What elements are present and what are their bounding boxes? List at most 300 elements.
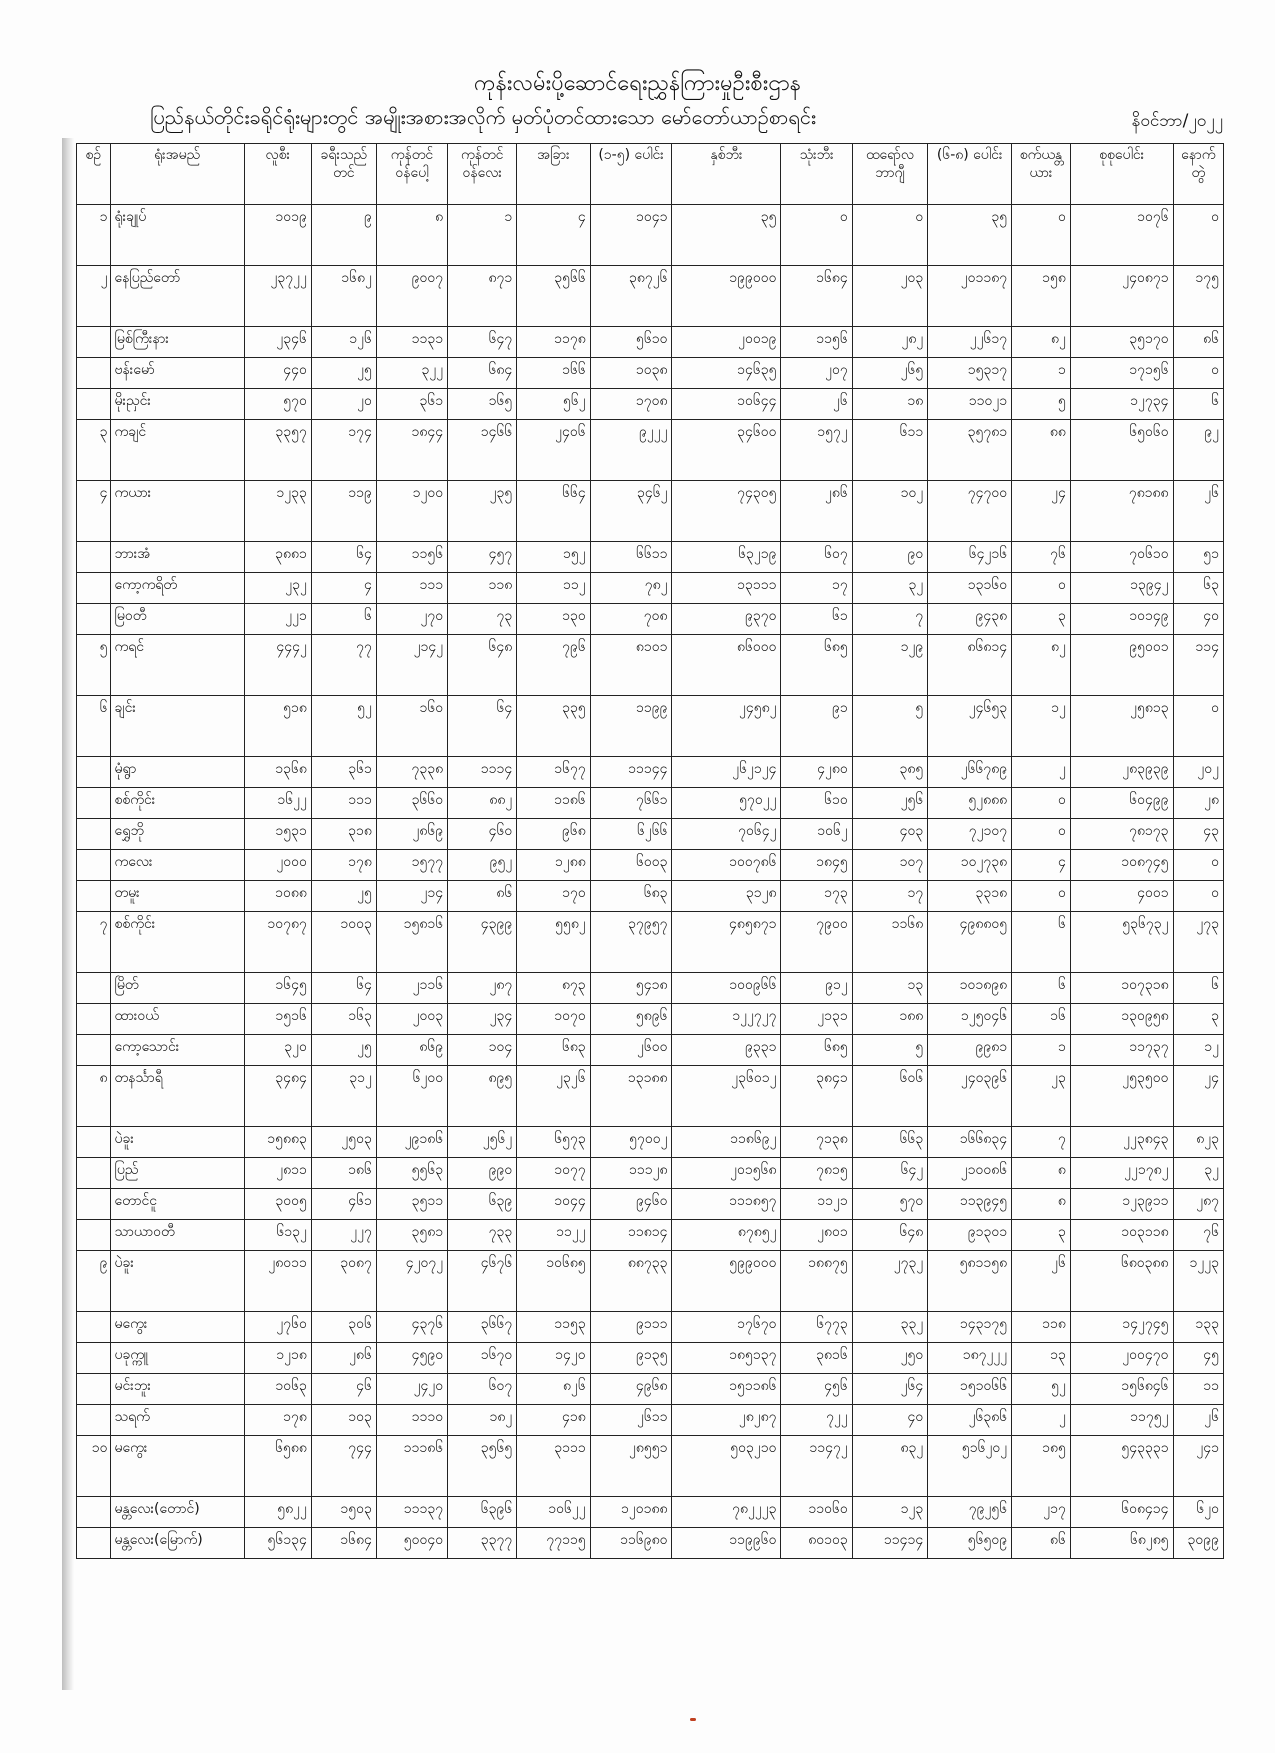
table-row <box>77 1035 1224 1066</box>
row-number-cell <box>77 1405 111 1436</box>
table-cell: ၇၈၁၅ <box>781 1158 852 1189</box>
table-cell: ၁၆ <box>1012 1004 1071 1035</box>
table-row <box>77 358 1224 389</box>
table-cell: ၁၂ <box>1012 696 1071 757</box>
table-cell: ၃၄၈၄ <box>244 1066 311 1127</box>
table-cell: ၁၈၈၇၅ <box>781 1251 852 1312</box>
table-cell: ၇၃၃၈ <box>376 757 447 788</box>
table-cell: ၀ <box>1012 788 1071 819</box>
table-cell: ၁၁၁၈၆ <box>376 1436 447 1497</box>
table-cell: ၃၁၈ <box>311 819 376 850</box>
table-row <box>77 1158 1224 1189</box>
table-cell: ၁၀၂၇၃၈ <box>928 850 1012 881</box>
table-cell: ၅၉၉၀၀၀ <box>672 1251 781 1312</box>
table-cell: ၉၅၀၀၁ <box>1070 635 1173 696</box>
table-cell: ၂၇၃၂ <box>852 1251 927 1312</box>
table-cell: ၉ <box>311 205 376 266</box>
table-cell: ၁၁၄၇၂ <box>781 1436 852 1497</box>
table-cell: ၂၂၃၈၄၃ <box>1070 1127 1173 1158</box>
table-cell: ၁၀၇၆ <box>1070 205 1173 266</box>
table-cell: ၁၅၁၁၈၆ <box>672 1374 781 1405</box>
table-cell: ၁၀၈၈ <box>244 881 311 912</box>
table-row <box>77 757 1224 788</box>
table-cell: ၃၅၆၆ <box>517 266 590 327</box>
table-cell: ၂၅၀ <box>852 1343 927 1374</box>
office-name-cell: ကယား <box>110 481 244 542</box>
table-cell: ၉၅၂ <box>448 850 517 881</box>
table-cell: ၁၁၂၂ <box>517 1220 590 1251</box>
table-cell: ၇၉၀၀ <box>781 912 852 973</box>
table-row <box>77 1436 1224 1497</box>
table-cell: ၁၄၆၃၅ <box>672 358 781 389</box>
table-cell: ၉၆၈ <box>517 819 590 850</box>
table-cell: ၁၃၁၆၀ <box>928 573 1012 604</box>
row-number-cell <box>77 604 111 635</box>
column-header: နှစ်ဘီး <box>672 144 781 205</box>
office-name-cell: ပဲခူး <box>110 1251 244 1312</box>
row-number-cell: ၉ <box>77 1251 111 1312</box>
table-cell: ၂၅၀၃ <box>311 1127 376 1158</box>
table-cell: ၆၁၀ <box>781 788 852 819</box>
table-cell: ၆၀၀၃ <box>590 850 672 881</box>
table-cell: ၁၀၇ <box>852 850 927 881</box>
table-cell: ၂၃၂၆ <box>517 1066 590 1127</box>
office-name-cell: ပခုက္ကူ <box>110 1343 244 1374</box>
table-cell: ၈ <box>376 205 447 266</box>
table-cell: ၁၇ <box>852 881 927 912</box>
table-row <box>77 481 1224 542</box>
table-cell: ၅၆၂ <box>517 389 590 420</box>
table-cell: ၁၁၃၁ <box>376 327 447 358</box>
table-cell: ၉၂ <box>1173 420 1223 481</box>
row-number-cell: ၂ <box>77 266 111 327</box>
table-cell: ၂၈၂ <box>852 327 927 358</box>
table-cell: ၂၄၆၅၃ <box>928 696 1012 757</box>
table-cell: ၂၀၀၀ <box>244 850 311 881</box>
table-cell: ၁၀၁၉ <box>244 205 311 266</box>
table-cell: ၁၁၈ <box>1012 1312 1071 1343</box>
table-cell: ၃၂ <box>852 573 927 604</box>
table-cell: ၁၂၈၈ <box>517 850 590 881</box>
table-cell: ၁၈၄၅ <box>781 850 852 881</box>
column-header: (၁-၅) ပေါင်း <box>590 144 672 205</box>
table-cell: ၈၆၉ <box>376 1035 447 1066</box>
table-cell: ၂၄ <box>1012 481 1071 542</box>
table-cell: ၁၈၆ <box>311 1158 376 1189</box>
table-cell: ၅၅၈၂ <box>517 912 590 973</box>
table-cell: ၂၅ <box>311 881 376 912</box>
table-cell: ၁၁၈၆ <box>517 788 590 819</box>
table-cell: ၁၆၇၇ <box>517 757 590 788</box>
row-number-cell <box>77 1004 111 1035</box>
table-cell: ၃၅၆၅ <box>448 1436 517 1497</box>
office-name-cell: တနင်္သာရီ <box>110 1066 244 1127</box>
table-cell: ၃ <box>1012 1220 1071 1251</box>
table-cell: ၃၂ <box>1173 1158 1223 1189</box>
table-cell: ၂၅ <box>311 1035 376 1066</box>
table-cell: ၂၃၂ <box>244 573 311 604</box>
table-cell: ၅၂ <box>311 696 376 757</box>
row-number-cell: ၁ <box>77 205 111 266</box>
table-cell: ၂၀၁၁၈၇ <box>928 266 1012 327</box>
table-cell: ၈၈၇၃၃ <box>590 1251 672 1312</box>
table-cell: ၆၁၃၂ <box>244 1220 311 1251</box>
table-cell: ၃၅၇၈၁ <box>928 420 1012 481</box>
table-row <box>77 389 1224 420</box>
table-cell: ၁၂၇၃၄ <box>1070 389 1173 420</box>
table-row <box>77 1220 1224 1251</box>
row-number-cell: ၇ <box>77 912 111 973</box>
table-row <box>77 604 1224 635</box>
table-cell: ၀ <box>1173 881 1223 912</box>
table-cell: ၁၁၁၀ <box>376 1405 447 1436</box>
table-cell: ၂၆၃၈၆ <box>928 1405 1012 1436</box>
table-cell: ၉၀၀၇ <box>376 266 447 327</box>
table-cell: ၂၅၆ <box>852 788 927 819</box>
table-cell: ၂၃ <box>1012 1066 1071 1127</box>
table-cell: ၃၄၆၂ <box>590 481 672 542</box>
table-cell: ၁၆၅ <box>448 389 517 420</box>
office-name-cell: ပြည် <box>110 1158 244 1189</box>
table-cell: ၇၈၁၈၈ <box>1070 481 1173 542</box>
table-cell: ၂၀၀၃ <box>376 1004 447 1035</box>
table-cell: ၁၁၁၄ <box>448 757 517 788</box>
table-cell: ၆၂၆၆ <box>590 819 672 850</box>
table-cell: ၁၇၈ <box>311 850 376 881</box>
table-cell: ၄ <box>517 205 590 266</box>
office-name-cell: မန္တလေး(မြောက်) <box>110 1528 244 1559</box>
row-number-cell: ၈ <box>77 1066 111 1127</box>
office-name-cell: ကော့ကရိတ် <box>110 573 244 604</box>
table-cell: ၂၆၆၇၈၉ <box>928 757 1012 788</box>
table-row <box>77 1405 1224 1436</box>
table-cell: ၆၀၇ <box>781 542 852 573</box>
column-header: စဉ် <box>77 144 111 205</box>
table-cell: ၄၃ <box>1173 819 1223 850</box>
table-cell: ၆၄ <box>311 542 376 573</box>
table-cell: ၁၀၄ <box>448 1035 517 1066</box>
column-header: (၆-၈) ပေါင်း <box>928 144 1012 205</box>
table-cell: ၅၈၉၆ <box>590 1004 672 1035</box>
table-cell: ၁၁၇၈ <box>517 327 590 358</box>
table-cell: ၁၈၂ <box>448 1405 517 1436</box>
table-cell: ၁၀၀၇၈၆ <box>672 850 781 881</box>
table-cell: ၂၈၅၅၁ <box>590 1436 672 1497</box>
table-cell: ၁၁၁၂၈ <box>590 1158 672 1189</box>
table-cell: ၂၈၀၁၁ <box>244 1251 311 1312</box>
table-cell: ၆ <box>311 604 376 635</box>
table-cell: ၁၆၀ <box>376 696 447 757</box>
table-cell: ၇၆၆၁ <box>590 788 672 819</box>
table-cell: ၅၆၁၀ <box>590 327 672 358</box>
table-cell: ၂၂၆၁၇ <box>928 327 1012 358</box>
table-cell: ၅၃၆၇၃၂ <box>1070 912 1173 973</box>
table-cell: ၈၈၂ <box>448 788 517 819</box>
table-cell: ၁၁၅၃ <box>517 1312 590 1343</box>
table-cell: ၀ <box>1173 696 1223 757</box>
table-cell: ၈၉၅ <box>448 1066 517 1127</box>
table-cell: ၁၅၁၆ <box>244 1004 311 1035</box>
table-cell: ၁၄၂၇၄၅ <box>1070 1312 1173 1343</box>
table-cell: ၂၆၂၁၂၄ <box>672 757 781 788</box>
table-cell: ၈၂၆ <box>517 1374 590 1405</box>
office-name-cell: မကွေး <box>110 1312 244 1343</box>
table-cell: ၈၃၂ <box>852 1436 927 1497</box>
table-cell: ၃၁၂၈ <box>672 881 781 912</box>
table-cell: ၄ <box>1012 850 1071 881</box>
table-cell: ၁၁၅၆ <box>376 542 447 573</box>
table-cell: ၉၁၁၁ <box>590 1312 672 1343</box>
table-cell: ၂၃၄၆ <box>244 327 311 358</box>
table-cell: ၇၈၂၂၂၃ <box>672 1497 781 1528</box>
table-cell: ၃၈၅ <box>852 757 927 788</box>
table-cell: ၁၃၁၁၁ <box>672 573 781 604</box>
table-cell: ၈၆ <box>1173 327 1223 358</box>
office-name-cell: ဘားအံ <box>110 542 244 573</box>
table-cell: ၆၄ <box>311 973 376 1004</box>
table-cell: ၉၀ <box>852 542 927 573</box>
office-name-cell: ရုံးချုပ် <box>110 205 244 266</box>
table-cell: ၅၀၀၄၀ <box>376 1528 447 1559</box>
office-name-cell: မြိတ် <box>110 973 244 1004</box>
table-row <box>77 912 1224 973</box>
table-cell: ၀ <box>781 205 852 266</box>
table-cell: ၂၄၀၈၇၁ <box>1070 266 1173 327</box>
table-cell: ၁၇၈ <box>244 1405 311 1436</box>
table-cell: ၆၀၇ <box>448 1374 517 1405</box>
table-cell: ၂၆ <box>781 389 852 420</box>
table-cell: ၈၆ <box>448 881 517 912</box>
table-body <box>77 205 1224 1559</box>
table-row <box>77 1343 1224 1374</box>
table-cell: ၁၅၁၀၆၆ <box>928 1374 1012 1405</box>
table-cell: ၈ <box>1012 1189 1071 1220</box>
row-number-cell <box>77 973 111 1004</box>
table-cell: ၃၅ <box>928 205 1012 266</box>
table-cell: ၈၆၈၁၄ <box>928 635 1012 696</box>
table-cell: ၈၇၁ <box>448 266 517 327</box>
table-cell: ၁၀၆၄၄ <box>672 389 781 420</box>
table-cell: ၁၃ <box>1012 1343 1071 1374</box>
table-cell: ၆၅၇၃ <box>517 1127 590 1158</box>
table-row <box>77 973 1224 1004</box>
table-cell: ၇၀၈ <box>590 604 672 635</box>
table-cell: ၆ <box>1173 973 1223 1004</box>
table-cell: ၁၅၆၈၄၆ <box>1070 1374 1173 1405</box>
row-number-cell <box>77 757 111 788</box>
table-cell: ၂၄၅၈၂ <box>672 696 781 757</box>
table-cell: ၆၀၄၉၉ <box>1070 788 1173 819</box>
office-name-cell: ကချင် <box>110 420 244 481</box>
office-name-cell: မိုးညှင်း <box>110 389 244 420</box>
row-number-cell <box>77 1343 111 1374</box>
table-cell: ၉၉၈၁ <box>928 1035 1012 1066</box>
table-cell: ၁၆၈၄ <box>781 266 852 327</box>
office-name-cell: တမူး <box>110 881 244 912</box>
table-cell: ၆ <box>1173 389 1223 420</box>
document-reference: နိဝင်ဘာ/၂၀၂၂ <box>1131 111 1223 131</box>
table-cell: ၇၆ <box>1012 542 1071 573</box>
table-cell: ၂၂၇ <box>311 1220 376 1251</box>
table-cell: ၁၃၃ <box>1173 1312 1223 1343</box>
table-cell: ၁၆၈၄ <box>311 1528 376 1559</box>
document-subtitle: ပြည်နယ်တိုင်းခရိုင်ရုံးများတွင် အမျိုးအစားအလိုက် မှတ်ပုံတင်ထားသော မော်တော်ယာဉ်စာရင်း <box>150 105 816 129</box>
table-cell: ၄ <box>311 573 376 604</box>
table-cell: ၃၈၄၁ <box>781 1066 852 1127</box>
table-cell: ၁၀၄၁ <box>590 205 672 266</box>
table-cell: ၄၅၉၀ <box>376 1343 447 1374</box>
table-cell: ၅၄၃၃၃၁ <box>1070 1436 1173 1497</box>
table-cell: ၁၈ <box>852 389 927 420</box>
table-cell: ၂၃၇၂၂ <box>244 266 311 327</box>
table-cell: ၁၃၀၉၅၈ <box>1070 1004 1173 1035</box>
table-cell: ၂၀၁၅၆၈ <box>672 1158 781 1189</box>
table-cell: ၃၁၁၁ <box>517 1436 590 1497</box>
table-cell: ၈၂ <box>1012 327 1071 358</box>
table-cell: ၉၄၃၈ <box>928 604 1012 635</box>
column-header: စက်ယန္တယား <box>1012 144 1071 205</box>
office-name-cell: ရွှေဘို <box>110 819 244 850</box>
table-cell: ၇၄၇၀၀ <box>928 481 1012 542</box>
table-cell: ၁၅၃၁၇ <box>928 358 1012 389</box>
document-title: ကုန်းလမ်းပို့ဆောင်ရေးညွှန်ကြားမှုဦးစီးဌာန <box>473 71 802 96</box>
table-cell: ၂၈၂၈၇ <box>672 1405 781 1436</box>
table-cell: ၇ <box>852 604 927 635</box>
table-cell: ၂၆၅ <box>852 358 927 389</box>
table-cell: ၁၃၆၈ <box>244 757 311 788</box>
table-cell: ၃၃၂ <box>852 1312 927 1343</box>
table-row <box>77 1528 1224 1559</box>
table-cell: ၆၄၈ <box>448 635 517 696</box>
table-cell: ၁၁၁၄၄ <box>590 757 672 788</box>
table-cell: ၇၃၃ <box>448 1220 517 1251</box>
column-header: ထရော်လ ဘာဂျီ <box>852 144 927 205</box>
table-cell: ၆၂၀ <box>1173 1497 1223 1528</box>
table-cell: ၁၁၀၆၀ <box>781 1497 852 1528</box>
table-cell: ၅၇၀ <box>244 389 311 420</box>
table-cell: ၂၀၃ <box>852 266 927 327</box>
table-cell: ၁၁၇၅၂ <box>1070 1405 1173 1436</box>
office-name-cell: နေပြည်တော် <box>110 266 244 327</box>
row-number-cell <box>77 819 111 850</box>
table-row <box>77 696 1224 757</box>
row-number-cell <box>77 850 111 881</box>
row-number-cell: ၆ <box>77 696 111 757</box>
table-cell: ၅၁၆၂၀၂ <box>928 1436 1012 1497</box>
table-cell: ၄၈၅၈၇၁ <box>672 912 781 973</box>
table-cell: ၂၄၀၃၉၆ <box>928 1066 1012 1127</box>
table-cell: ၁၁၇၃၇ <box>1070 1035 1173 1066</box>
table-cell: ၁၀၁၈၉၈ <box>928 973 1012 1004</box>
table-cell: ၅၂၈၈၈ <box>928 788 1012 819</box>
table-cell: ၃၆၆၇ <box>448 1312 517 1343</box>
table-cell: ၃၅၁၇၀ <box>1070 327 1173 358</box>
table-cell: ၁၅၇၇ <box>376 850 447 881</box>
table-cell: ၁၅၈၈၃ <box>244 1127 311 1158</box>
table-cell: ၁၀၇၇ <box>517 1158 590 1189</box>
table-cell: ၁၈၈ <box>852 1004 927 1035</box>
row-number-cell <box>77 1127 111 1158</box>
table-cell: ၂၈၁၁ <box>244 1158 311 1189</box>
table-cell: ၁၀၃ <box>311 1405 376 1436</box>
table-cell: ၂၀၂ <box>1173 757 1223 788</box>
table-cell: ၂၅၆၂ <box>448 1127 517 1158</box>
table-cell: ၄၆၁ <box>311 1189 376 1220</box>
table-cell: ၂၀ <box>311 389 376 420</box>
table-cell: ၁၆၇၀ <box>448 1343 517 1374</box>
table-cell: ၇၇၁၁၅ <box>517 1528 590 1559</box>
table-cell: ၄၉၆၈ <box>590 1374 672 1405</box>
table-cell: ၁၁၁ <box>376 573 447 604</box>
table-cell: ၀ <box>1012 205 1071 266</box>
table-cell: ၁၀၃၁၁၈ <box>1070 1220 1173 1251</box>
table-cell: ၄၅၆ <box>781 1374 852 1405</box>
table-cell: ၄၅၇ <box>448 542 517 573</box>
table-cell: ၁၀၆၃ <box>244 1374 311 1405</box>
table-cell: ၁၀၀၃ <box>311 912 376 973</box>
row-number-cell <box>77 573 111 604</box>
table-cell: ၁၅၃၁ <box>244 819 311 850</box>
table-row <box>77 1004 1224 1035</box>
table-cell: ၁၇၀ <box>517 881 590 912</box>
table-cell: ၁၁၃၉၄၅ <box>928 1189 1012 1220</box>
table-cell: ၇၀၆၄၂ <box>672 819 781 850</box>
table-cell: ၆၈၅ <box>781 635 852 696</box>
table-cell: ၃၀၈၇ <box>311 1251 376 1312</box>
table-cell: ၄၆၀ <box>448 819 517 850</box>
row-number-cell <box>77 1312 111 1343</box>
table-cell: ၁၀၆၂၂ <box>517 1497 590 1528</box>
table-cell: ၆၅၀၆၀ <box>1070 420 1173 481</box>
table-cell: ၇၄၃၀၅ <box>672 481 781 542</box>
table-cell: ၄၂၀၇၂ <box>376 1251 447 1312</box>
table-cell: ၁၃၉၄၂ <box>1070 573 1173 604</box>
table-cell: ၂၆ <box>1012 1251 1071 1312</box>
table-cell: ၁၆၆ <box>517 358 590 389</box>
table-cell: ၄၆ <box>311 1374 376 1405</box>
row-number-cell <box>77 1528 111 1559</box>
row-number-cell: ၅ <box>77 635 111 696</box>
scan-shadow-edge <box>62 138 74 1690</box>
office-name-cell: တောင်ငူ <box>110 1189 244 1220</box>
table-cell: ၆ <box>1012 912 1071 973</box>
table-cell: ၁၂၅၀၄၆ <box>928 1004 1012 1035</box>
table-cell: ၂၁၄ <box>376 881 447 912</box>
office-name-cell: မင်းဘူး <box>110 1374 244 1405</box>
table-cell: ၂၇၃ <box>1173 912 1223 973</box>
table-cell: ၃၅ <box>672 205 781 266</box>
table-cell: ၀ <box>1173 205 1223 266</box>
table-row <box>77 788 1224 819</box>
table-cell: ၃၁၂ <box>311 1066 376 1127</box>
row-number-cell: ၁၀ <box>77 1436 111 1497</box>
table-cell: ၂၄၂၀ <box>376 1374 447 1405</box>
table-cell: ၁၇၆၇၀ <box>672 1312 781 1343</box>
table-cell: ၂၃၄ <box>448 1004 517 1035</box>
table-cell: ၁၂၁၈ <box>244 1343 311 1374</box>
row-number-cell <box>77 1189 111 1220</box>
table-row <box>77 850 1224 881</box>
table-cell: ၂၆ <box>1173 481 1223 542</box>
row-number-cell <box>77 881 111 912</box>
office-name-cell: သရက် <box>110 1405 244 1436</box>
table-cell: ၇၂၁၀၇ <box>928 819 1012 850</box>
table-cell: ၂၈ <box>1173 788 1223 819</box>
row-number-cell: ၃ <box>77 420 111 481</box>
office-name-cell: သာယာဝတီ <box>110 1220 244 1251</box>
table-cell: ၆၀၆ <box>852 1066 927 1127</box>
table-cell: ၁၅၈ <box>1012 266 1071 327</box>
